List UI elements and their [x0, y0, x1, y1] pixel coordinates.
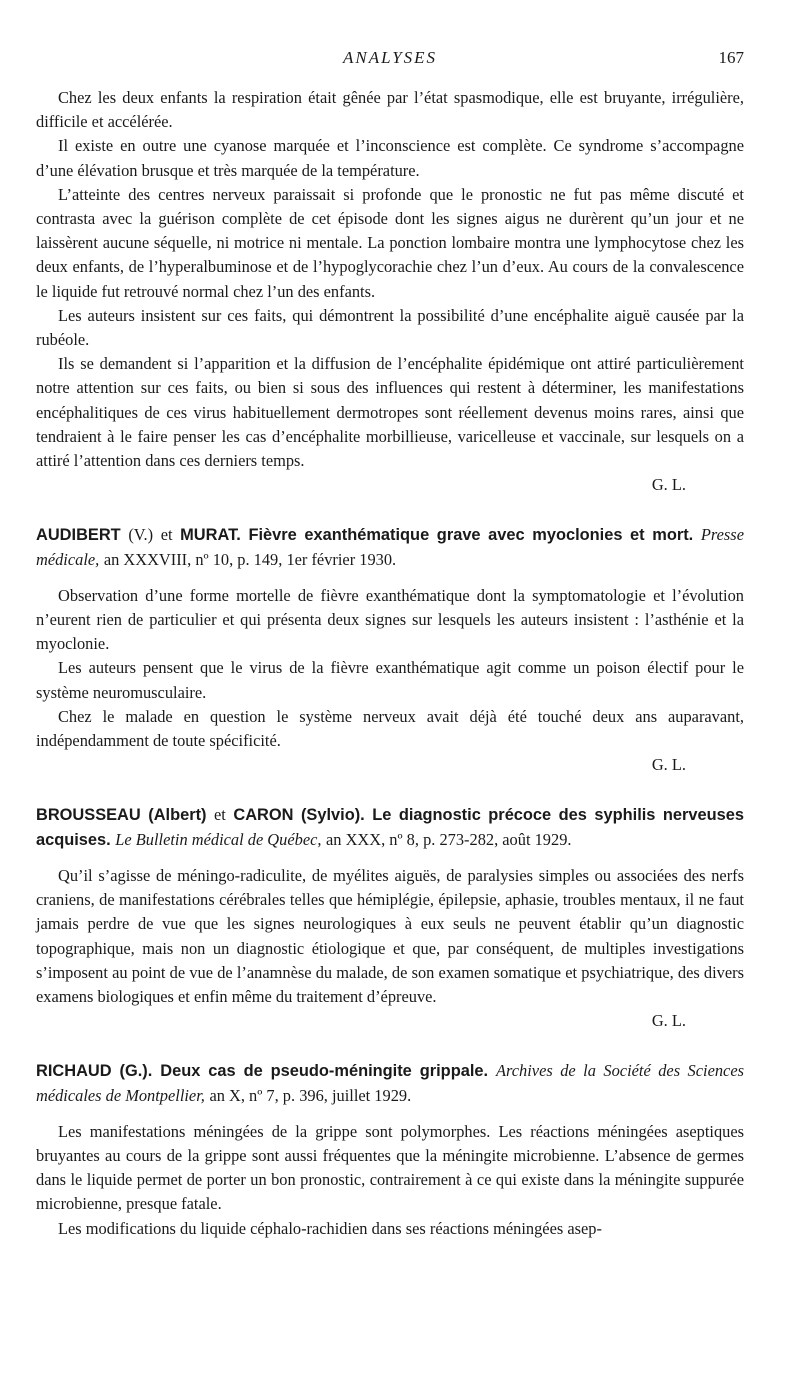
journal-name: Presse médicale, [36, 525, 744, 569]
author-initial: (G.). [119, 1062, 153, 1081]
review-entry-richaud [36, 1059, 744, 1240]
paragraph: Les modifications du liquide céphalo-rachidien dans ses réactions méningées asep- [58, 1218, 602, 1238]
journal-name: Le Bulletin médical de Québec, [115, 829, 322, 849]
author-name: RICHAUD [36, 1062, 112, 1081]
article-title: Le diagnostic précoce des syphilis nerveuses acquises. [36, 806, 745, 849]
author-name: BROUSSEAU [36, 806, 141, 825]
paragraph-with-signature [36, 352, 744, 497]
paragraph: Observation d’une forme mortelle de fièvre exanthématique dont la symptomatologie et l’évolution n’eurent rien de particulier et qui présenta deux signes sur lesquels les auteurs insistent : l’asthénie et la myoclonie. [36, 585, 744, 654]
citation-reference: an X, nº 7, p. 396, juillet 1929. [209, 1085, 412, 1105]
author-firstname: (Albert) [148, 806, 207, 825]
entry-heading [36, 803, 744, 851]
entry-body [36, 1120, 744, 1241]
signature: G. L. [651, 1011, 686, 1031]
page-number: 167 [718, 48, 744, 67]
journal-name: Archives de la Société des Sciences médicales de Montpellier, [36, 1061, 744, 1105]
paragraph-text: Ils se demandent si l’apparition et la diffusion de l’encéphalite épidémique ont attiré particulièrement notre attention sur ces faits, ou bien si sous des influences qui restent à déterminer, les manifestations encéphalitiques de ces virus habituellement dermotropes sont réellement devenus moins rares, ainsi que tendraient à le faire penser les cas d’encéphalite morbillieuse, varicelleuse et vaccinale, sur lesquels on a attiré l’attention dans ces derniers temps. [36, 354, 744, 471]
citation-reference: an XXXVIII, nº 10, p. 149, 1er février 1930. [103, 549, 397, 569]
entry-body [36, 584, 744, 778]
author-name: CARON [233, 806, 294, 825]
citation-reference: an XXX, nº 8, p. 273-282, août 1929. [326, 829, 572, 849]
paragraph: Les manifestations méningées de la grippe sont polymorphes. Les réactions méningées aseptiques bruyantes au cours de la grippe sont aussi fréquentes que la méningite microbienne. L’absence de germes dans le liquide permet de porter un bon pronostic, contrairement à ce qui existe dans la méningite suppurée microbienne, presque fatale. [36, 1121, 744, 1214]
paragraph: Il existe en outre une cyanose marquée et l’inconscience est complète. Ce syndrome s’accompagne d’une élévation brusque et très marquée de la température. [36, 136, 744, 180]
author-name: AUDIBERT [36, 526, 121, 545]
paragraph-with-signature [36, 864, 744, 1033]
article-title: Fièvre exanthématique grave avec myoclonies et mort. [248, 526, 694, 545]
entry-body [36, 864, 744, 1033]
author-name: MURAT. [180, 526, 241, 545]
connector: et [214, 805, 226, 825]
page-body [36, 86, 744, 1241]
paragraph: Les auteurs insistent sur ces faits, qui démontrent la possibilité d’une encéphalite aiguë causée par la rubéole. [36, 305, 744, 350]
paragraph: Chez les deux enfants la respiration était gênée par l’état spasmodique, elle est bruyante, irrégulière, difficile et accélérée. [36, 88, 744, 132]
paragraph: Les auteurs pensent que le virus de la fièvre exanthématique agit comme un poison électif pour le système neuromusculaire. [36, 658, 744, 702]
paragraph-with-signature [36, 705, 744, 778]
signature: G. L. [651, 755, 686, 775]
page-header [36, 48, 744, 72]
review-entry-brousseau-caron [36, 803, 744, 1033]
signature: G. L. [651, 475, 686, 495]
paragraph: L’atteinte des centres nerveux paraissait si profonde que le pronostic ne fut pas même discuté et contrasta avec la guérison complète de cet épisode dont les signes aigus ne durèrent qu’un jour et ne laissèrent aucune séquelle, ni motrice ni mentale. La ponction lombaire montra une lymphocytose chez les deux enfants, de l’hyperalbuminose et de l’hypoglycorachie chez l’un d’eux. Au cours de la convalescence le liquide fut retrouvé normal chez l’un des enfants. [36, 184, 744, 301]
entry-heading [36, 1059, 744, 1107]
author-firstname: (Sylvio). [300, 806, 365, 825]
running-title: ANALYSES [342, 48, 438, 67]
article-title: Deux cas de pseudo-méningite grippale. [160, 1062, 489, 1081]
entry-heading [36, 523, 744, 571]
review-entry-audibert-murat [36, 523, 744, 777]
connector: et [160, 525, 173, 545]
author-initial: (V.) [128, 525, 154, 545]
paragraph-text: Qu’il s’agisse de méningo-radiculite, de myélites aiguës, de paralysies simples ou associées des nerfs craniens, de manifestations cérébrales telles que hémiplégie, épilepsie, aphasie, troubles mentaux, il ne faut jamais perdre de vue que les signes neurologiques à eux seuls ne peuvent établir qu’un diagnostic topographique, mais non un diagnostic étiologique et que, par conséquent, de multiples investigations s’imposent au point de vue de l’anamnèse du malade, de son examen somatique et psychiatrique, des divers examens biologiques et enfin même du traitement d’épreuve. [36, 865, 744, 1006]
paragraph-text: Chez le malade en question le système nerveux avait déjà été touché deux ans auparavant, indépendamment de toute spécificité. [36, 706, 744, 751]
intro-section [36, 86, 744, 497]
